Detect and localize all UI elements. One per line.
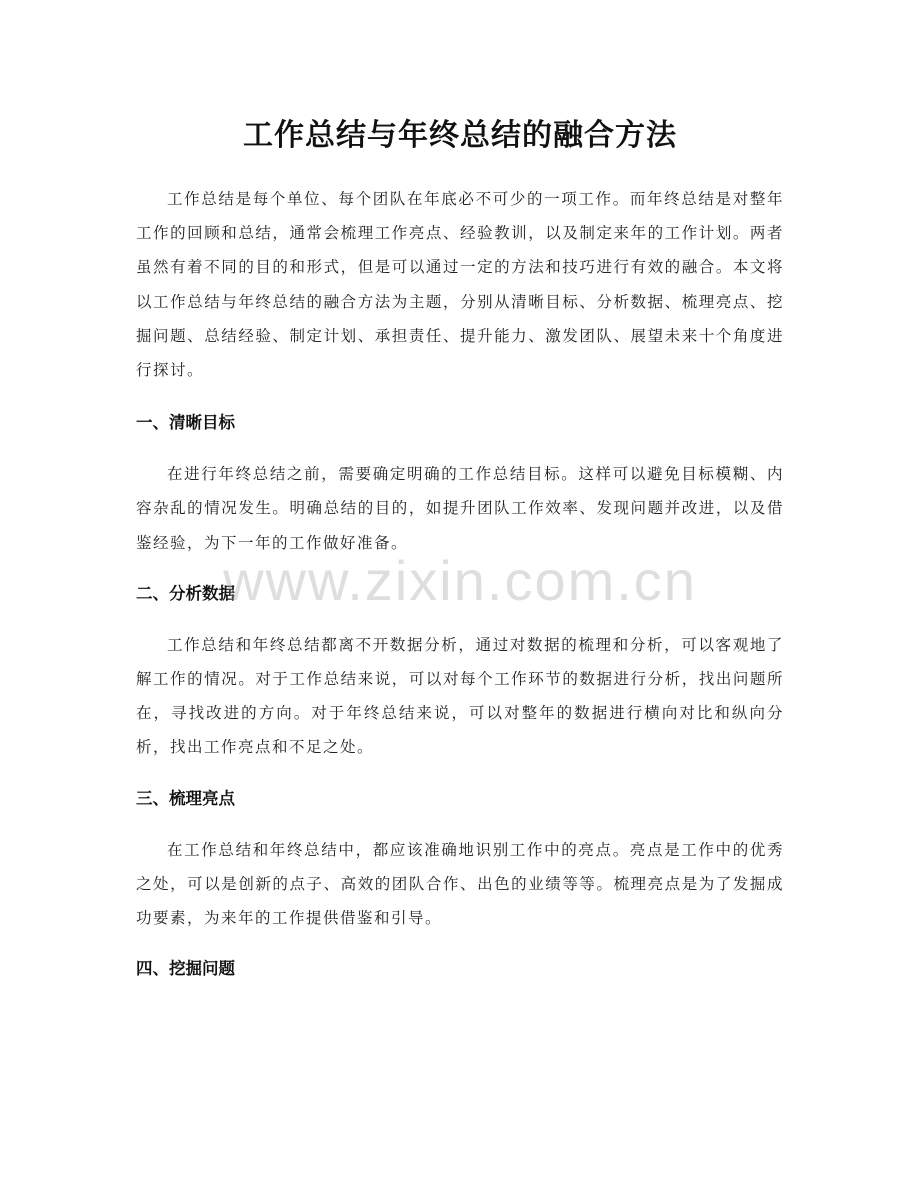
section-body-clear-goals: 在进行年终总结之前，需要确定明确的工作总结目标。这样可以避免目标模糊、内容杂乱的情况发生。明确总结的目的，如提升团队工作效率、发现问题并改进，以及借鉴经验，为下一年的工作做好准备。 xyxy=(136,465,784,552)
section-body-analyze-data: 工作总结和年终总结都离不开数据分析，通过对数据的梳理和分析，可以客观地了解工作的情况。对于工作总结来说，可以对每个工作环节的数据进行分析，找出问题所在，寻找改进的方向。对于年终总结来说，可以对整年的数据进行横向对比和纵向分析，找出工作亮点和不足之处。 xyxy=(136,635,784,757)
document-body xyxy=(136,182,784,1003)
section-heading-highlights: 三、梳理亮点 xyxy=(136,788,235,808)
watermark: www.zixin.com.cn xyxy=(223,549,697,612)
section-heading-clear-goals: 一、清晰目标 xyxy=(136,413,235,433)
section-heading-problems: 四、挖掘问题 xyxy=(136,959,235,979)
section-heading-analyze-data: 二、分析数据 xyxy=(136,583,235,603)
page-title: 工作总结与年终总结的融合方法 xyxy=(243,118,677,153)
section-body-highlights: 在工作总结和年终总结中，都应该准确地识别工作中的亮点。亮点是工作中的优秀之处，可以是创新的点子、高效的团队合作、出色的业绩等等。梳理亮点是为了发掘成功要素，为来年的工作提供借鉴和引导。 xyxy=(136,840,784,928)
intro-paragraph: 工作总结是每个单位、每个团队在年底必不可少的一项工作。而年终总结是对整年工作的回顾和总结，通常会梳理工作亮点、经验教训，以及制定来年的工作计划。两者虽然有着不同的目的和形式，但是可以通过一定的方法和技巧进行有效的融合。本文将以工作总结与年终总结的融合方法为主题，分别从清晰目标、分析数据、梳理亮点、挖掘问题、总结经验、制定计划、承担责任、提升能力、激发团队、展望未来十个角度进行探讨。 xyxy=(136,190,784,380)
